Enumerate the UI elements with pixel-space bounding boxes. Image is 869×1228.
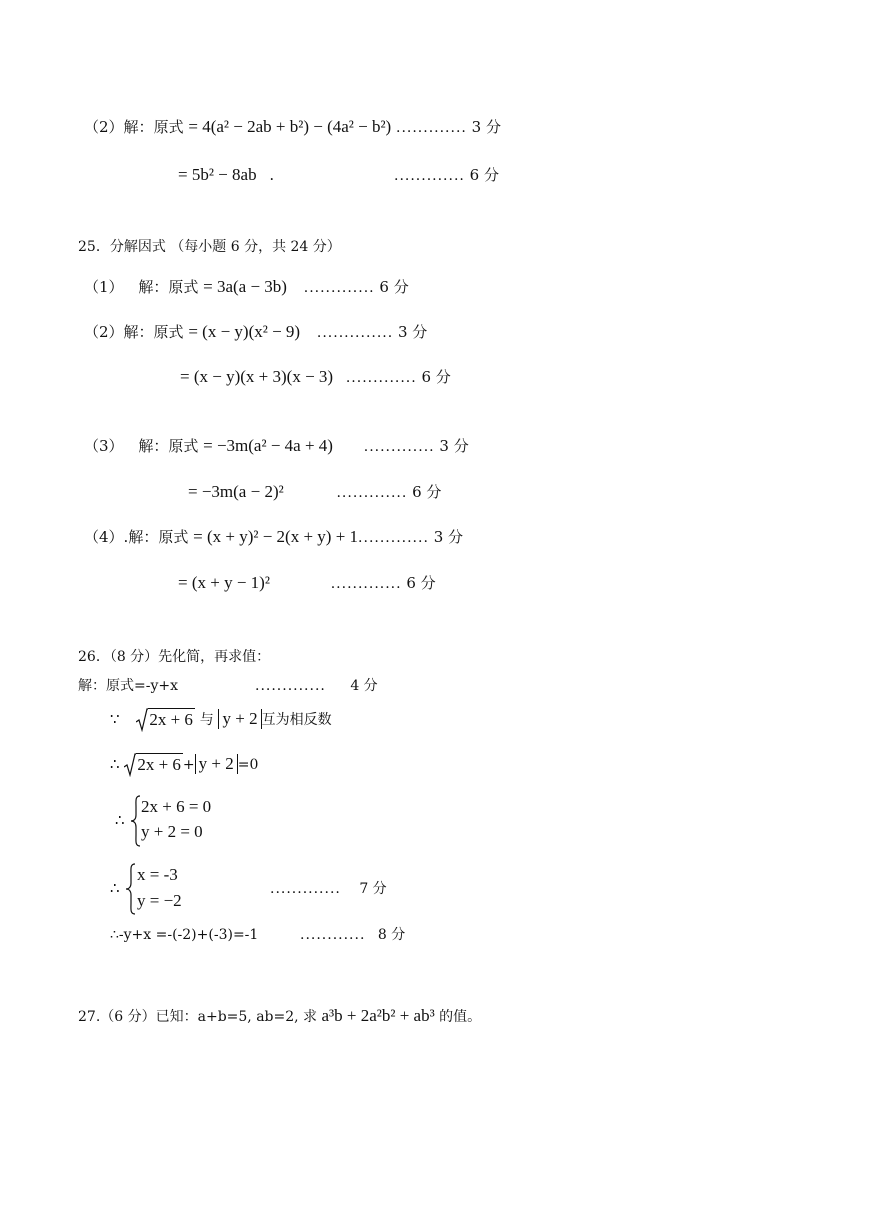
q25-heading: 25．分解因式 （每小题 6 分，共 24 分） bbox=[78, 239, 341, 255]
q25-2-dots2: ............. bbox=[345, 370, 417, 386]
q26-step1-dots: ............. bbox=[255, 678, 326, 694]
q25-4-line2 bbox=[178, 573, 436, 594]
sys2-eq2: y = −2 bbox=[137, 891, 182, 910]
q26-step1-score: 4 分 bbox=[350, 678, 378, 694]
q24-2-line1 bbox=[84, 117, 501, 138]
q25-2-line1 bbox=[84, 322, 427, 343]
q26-final-score: 8 分 bbox=[377, 927, 406, 943]
q25-2-line2 bbox=[180, 367, 451, 388]
q25-2-expr1: = (x − y)(x² − 9) bbox=[188, 322, 301, 341]
sys1-eq2: y + 2 = 0 bbox=[141, 822, 203, 841]
sqrt-content: 2x + 6 bbox=[148, 708, 195, 732]
q25-4-score2: 6 分 bbox=[406, 574, 436, 592]
q25-4-dots1: ............. bbox=[358, 530, 429, 546]
q24-2-expr2: = 5b² − 8ab bbox=[178, 165, 257, 184]
q25-3-expr1: = −3m(a² − 4a + 4) bbox=[203, 436, 333, 455]
q24-2-dots1: ............. bbox=[396, 120, 467, 136]
abs-expr: y + 2 bbox=[218, 709, 261, 729]
radical-sign-icon bbox=[124, 753, 136, 777]
q26-final-score-wrap bbox=[300, 925, 405, 945]
q25-3-score2: 6 分 bbox=[412, 483, 442, 501]
q25-2-jie: 解：原式 bbox=[123, 323, 184, 341]
q25-4-score1: 3 分 bbox=[433, 528, 463, 546]
q24-2-score2: 6 分 bbox=[469, 166, 499, 184]
q26-step1-score-wrap bbox=[255, 676, 378, 696]
q24-2-label: （2） bbox=[84, 118, 124, 136]
therefore-symbol-3: ∴ bbox=[110, 879, 120, 897]
q25-4-dots2: ............. bbox=[330, 576, 402, 592]
q25-4-label: （4）. bbox=[84, 528, 129, 546]
q25-1-label: （1） bbox=[84, 278, 124, 296]
q25-4-line1 bbox=[84, 527, 463, 548]
q24-2-period: . bbox=[269, 166, 275, 184]
q25-1-line bbox=[84, 277, 409, 298]
q25-3-dots1: ............. bbox=[363, 439, 435, 455]
q25-4-expr1: = (x + y)² − 2(x + y) + 1 bbox=[193, 527, 359, 546]
sys1-eq1: 2x + 6 = 0 bbox=[141, 797, 212, 816]
q26-therefore-line bbox=[110, 752, 258, 777]
q25-2-label: （2） bbox=[84, 323, 124, 341]
q26-final-dots: ............ bbox=[300, 927, 366, 943]
q25-3-jie: 解：原式 bbox=[138, 437, 199, 455]
therefore-symbol-1: ∴ bbox=[110, 755, 120, 773]
therefore-symbol-2: ∴ bbox=[115, 811, 125, 829]
sys2-score-wrap bbox=[270, 879, 387, 899]
q25-1-score: 6 分 bbox=[379, 278, 409, 296]
q27-line bbox=[78, 1006, 481, 1027]
q24-2-line2 bbox=[178, 165, 274, 185]
because-symbol: ∵ bbox=[110, 710, 120, 728]
q24-2-dots2: ............. bbox=[394, 168, 465, 184]
q25-2-score2: 6 分 bbox=[421, 368, 451, 386]
q24-2-yuanshi: 原式 bbox=[153, 118, 184, 136]
q25-3-dots2: ............. bbox=[336, 485, 408, 501]
q25-4-expr2: = (x + y − 1)² bbox=[178, 573, 270, 592]
sqrt-radical-2 bbox=[124, 753, 183, 777]
q25-2-expr2: = (x − y)(x + 3)(x − 3) bbox=[180, 367, 334, 386]
q27-expr: a³b + 2a²b² + ab³ bbox=[321, 1006, 435, 1025]
sys2-dots: ............. bbox=[270, 881, 341, 897]
q26-final: ∴-y+x =-(-2)+(-3)=-1 bbox=[110, 927, 259, 943]
q25-3-line1 bbox=[84, 436, 469, 457]
plus-sign: + bbox=[182, 757, 195, 773]
radical-sign-icon bbox=[136, 708, 148, 732]
yu-text: 与 bbox=[199, 712, 214, 728]
q24-2-jie: 解： bbox=[123, 118, 154, 136]
q26-because-line bbox=[110, 707, 332, 732]
eq-zero: =0 bbox=[237, 757, 259, 773]
q25-1-jie: 解：原式 bbox=[138, 278, 199, 296]
q24-2-score1: 3 分 bbox=[471, 118, 501, 136]
q25-3-line2 bbox=[188, 482, 441, 503]
q24-2-expr1: = 4(a² − 2ab + b²) − (4a² − b²) bbox=[188, 117, 392, 136]
q25-1-expr: = 3a(a − 3b) bbox=[203, 277, 287, 296]
q25-2-dots1: .............. bbox=[316, 325, 394, 341]
q26-step1 bbox=[78, 676, 178, 696]
q25-1-dots: ............. bbox=[303, 280, 375, 296]
q25-3-score1: 3 分 bbox=[439, 437, 469, 455]
q25-3-label: （3） bbox=[84, 437, 124, 455]
q24-2-line2-score bbox=[394, 165, 499, 186]
q25-4-jie: 解：原式 bbox=[128, 528, 189, 546]
abs-expr-2: y + 2 bbox=[195, 754, 238, 774]
left-brace-icon bbox=[125, 863, 137, 915]
sys2-eq1: x = -3 bbox=[137, 865, 178, 884]
q26-heading: 26．（8 分）先化简，再求值： bbox=[78, 649, 271, 665]
sys2-score: 7 分 bbox=[359, 881, 387, 897]
q27-heading: 27.（6 分）已知：a+b=5, ab=2, 求 bbox=[78, 1009, 318, 1025]
sqrt-radical bbox=[136, 708, 195, 732]
q25-2-score1: 3 分 bbox=[397, 323, 428, 341]
hu-wei-text: 互为相反数 bbox=[261, 712, 332, 728]
q27-tail: 的值。 bbox=[439, 1009, 482, 1025]
sqrt-content-2: 2x + 6 bbox=[136, 753, 183, 777]
q25-3-expr2: = −3m(a − 2)² bbox=[188, 482, 284, 501]
q26-step1-text: 解：原式=-y+x bbox=[78, 678, 178, 694]
